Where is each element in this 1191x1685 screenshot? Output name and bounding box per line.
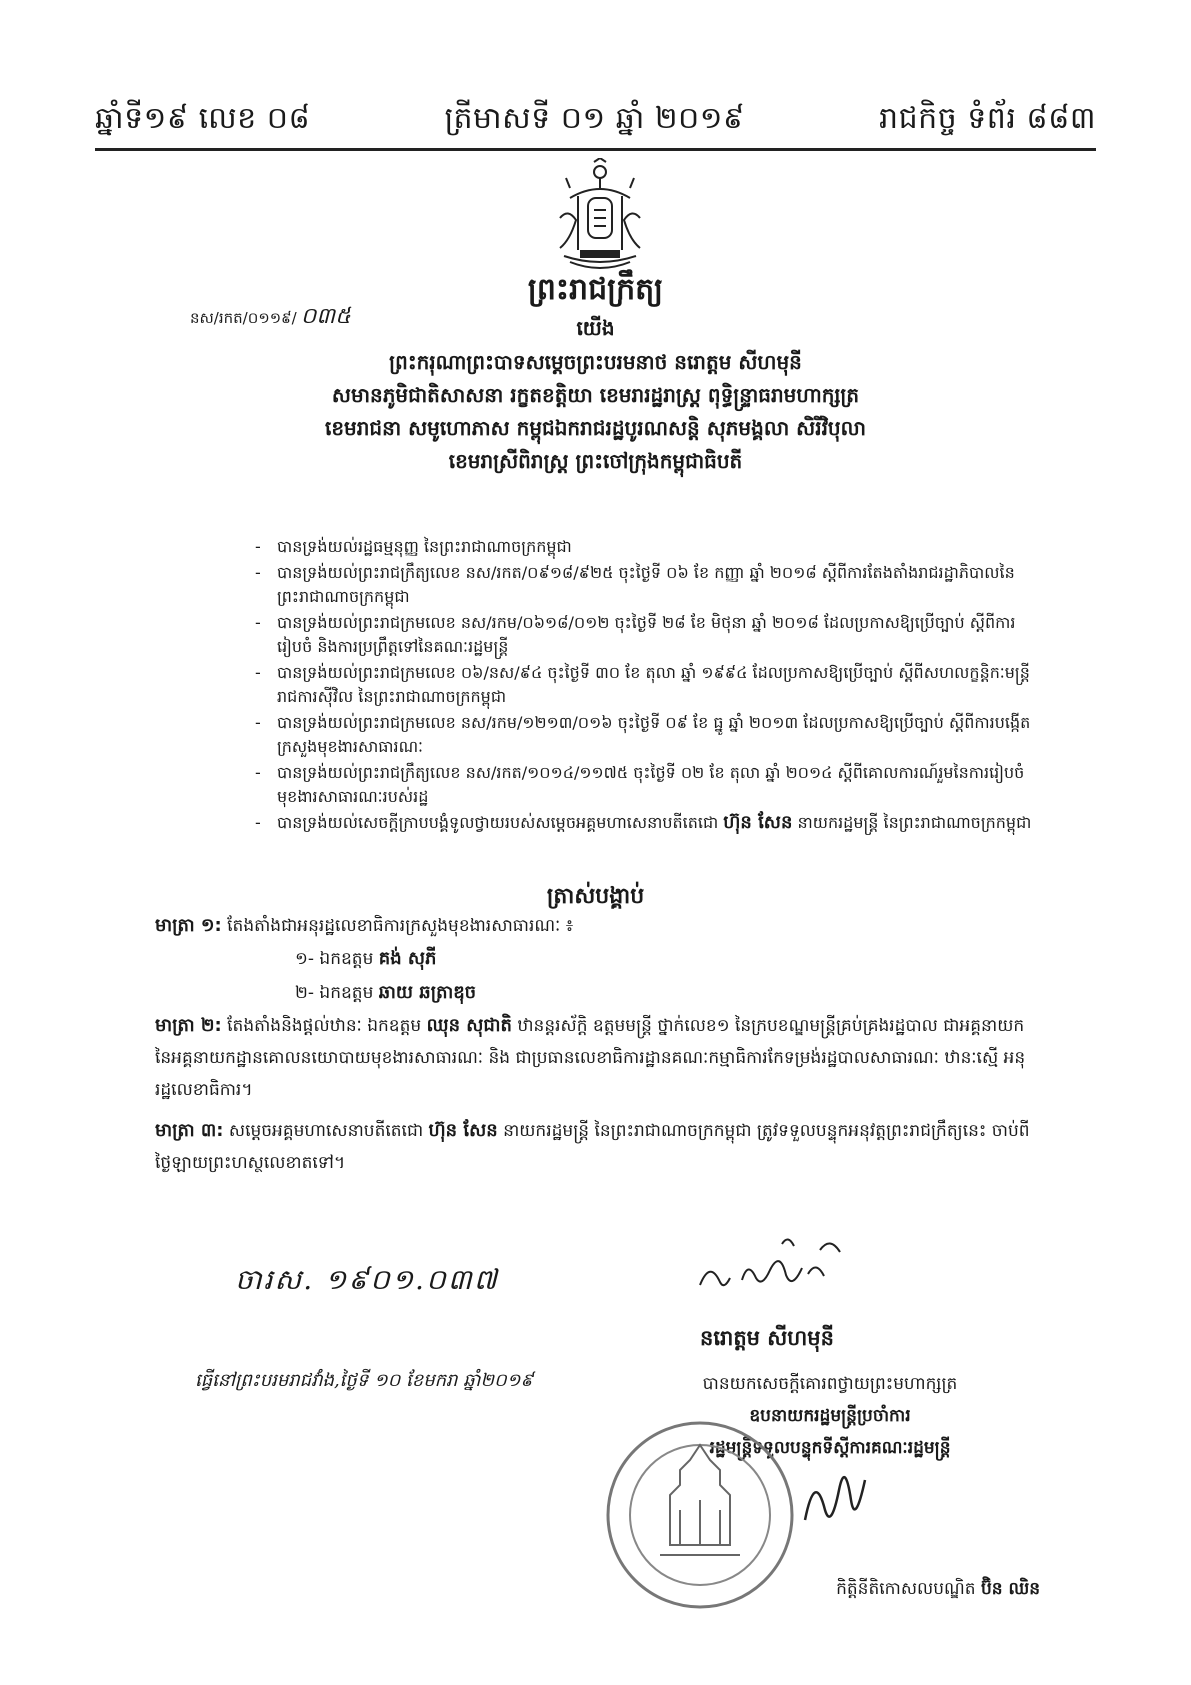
recital-item: - បានទ្រង់យល់ព្រះរាជក្រមលេខ នស/រកម/០៦១៨/០១២ ចុះថ្ងៃទី ២៨ ខែ មិថុនា ឆ្នាំ ២០១៨ ដែលប្រកាសឱ្យប្រើច្បាប់ ស្ដីពីការរៀបចំ និងការប្រព្រឹត្តទៅនៃគណៈរដ្ឋមន្ត្រី	[255, 613, 1016, 656]
appointee-1-name: គង់ សុភី	[378, 948, 437, 969]
article-2-name: ឈុន សុជាតិ	[426, 1015, 512, 1036]
article-1	[155, 910, 1035, 942]
secretary-name: ប៊ិន ឈិន	[980, 1579, 1040, 1599]
king-title-line: ខេមរាស្រីពិរាស្ត្រ ព្រះចៅក្រុងកម្ពុជាធិបតី	[448, 449, 743, 473]
article-2-label: មាត្រា ២:	[155, 1015, 222, 1036]
header-divider	[95, 148, 1096, 151]
recital-item: - បានទ្រង់យល់ព្រះរាជក្រមលេខ ០៦/នស/៩៤ ចុះថ្ងៃទី ៣០ ខែ តុលា ឆ្នាំ ១៩៩៤ ដែលប្រកាសឱ្យប្រើច្បាប់ ស្ដីពីសហលក្ខន្តិកៈមន្ត្រីរាជការស៊ីវិល នៃព្រះរាជាណាចក្រកម្ពុជា	[255, 663, 1030, 706]
place-and-date: ធ្វើនៅព្រះបរមរាជវាំង,ថ្ងៃទី ១០ ខែមករា ឆ្នាំ២០១៩	[195, 1370, 534, 1391]
article-3-label: មាត្រា ៣:	[155, 1120, 224, 1141]
recital-item: - បានទ្រង់យល់រដ្ឋធម្មនុញ្ញ នៃព្រះរាជាណាចក្រកម្ពុជា	[255, 537, 572, 556]
king-title-line: ខេមរាជនា សមូហោភាស កម្ពុជឯករាជរដ្ឋបូរណសន្តិ សុភមង្គលា សិរីវិបុលា	[324, 416, 867, 440]
decree-number-printed: នស/រកត/០១១៩/	[190, 309, 297, 327]
handwritten-reference: ចារស. ១៩០១.០៣៧	[235, 1263, 499, 1296]
appointee-2-name: ឆាយ ឆត្រាឌុច	[378, 982, 477, 1003]
recitals-list	[255, 535, 1045, 837]
deputy-pm-signature-icon	[795, 1450, 875, 1540]
royal-signature-icon	[690, 1230, 890, 1300]
article-1-text: តែងតាំងជាអនុរដ្ឋលេខាធិការក្រសួងមុខងារសាធារណៈ ៖	[227, 916, 574, 936]
appointee-2: ២- ឯកឧត្ដម ឆាយ ឆត្រាឌុច	[295, 982, 477, 1003]
decrees-heading: ត្រាស់បង្គាប់	[546, 884, 645, 909]
recital-item: - បានទ្រង់យល់សេចក្ដីក្រាបបង្គំទូលថ្វាយរបស់សម្ដេចអគ្គមហាសេនាបតីតេជោ ហ៊ុន សែន នាយករដ្ឋមន្ត្រី នៃព្រះរាជាណាចក្រកម្ពុជា	[255, 812, 1032, 833]
decree-number-handwritten: ០៣៥	[300, 304, 351, 329]
secretary-signer: កិត្តិនីតិកោសលបណ្ឌិត ប៊ិន ឈិន	[836, 1579, 1040, 1599]
king-name: នរោត្តម សីហមុនី	[700, 1326, 834, 1350]
decree-title: ព្រះរាជក្រឹត្យ	[527, 272, 664, 307]
gazette-page-number: រាជកិច្ច ទំព័រ ៨៨៣	[879, 101, 1096, 136]
king-title-line: ព្រះករុណាព្រះបាទសម្ដេចព្រះបរមនាថ នរោត្តម សីហមុនី	[389, 350, 802, 374]
article-1-label: មាត្រា ១:	[155, 915, 222, 936]
recital-item: - បានទ្រង់យល់ព្រះរាជក្រឹត្យលេខ នស/រកត/០៩១៨/៩២៥ ចុះថ្ងៃទី ០៦ ខែ កញ្ញា ឆ្នាំ ២០១៨ ស្ដីពីការតែងតាំងរាជរដ្ឋាភិបាលនៃព្រះរាជាណាចក្រកម្ពុជា	[255, 563, 1015, 606]
royal-coat-of-arms-icon	[540, 158, 660, 276]
king-title-block	[140, 346, 1051, 478]
we-heading: យើង	[576, 316, 615, 340]
article-3: មាត្រា ៣: សម្ដេចអគ្គមហាសេនាបតីតេជោ ហ៊ុន សែន នាយករដ្ឋមន្ត្រី នៃព្រះរាជាណាចក្រកម្ពុជា ត្រូវទទួលបន្ទុកអនុវត្តព្រះរាជក្រឹត្យនេះ ចាប់ពីថ្ងៃឡាយព្រះហស្ថលេខាតទៅ។	[155, 1120, 1030, 1173]
article-2: មាត្រា ២: តែងតាំងនិងផ្ដល់ឋានៈ ឯកឧត្ដម ឈុន សុជាតិ ឋានន្តរស័ក្តិ ឧត្តមមន្ត្រី ថ្នាក់លេខ១ នៃក្របខណ្ឌមន្ត្រីគ្រប់គ្រងរដ្ឋបាល ជាអគ្គនាយកនៃអគ្គនាយកដ្ឋានគោលនយោបាយមុខងារសាធារណៈ និង ជាប្រធានលេខាធិការដ្ឋានគណៈកម្មាធិការកែទម្រង់រដ្ឋបាលសាធារណៈ ឋានៈស្មើ អនុរដ្ឋលេខាធិការ។	[155, 1015, 1026, 1100]
prime-minister-name: ហ៊ុន សែន	[723, 812, 793, 833]
countersign-line-1: បានយកសេចក្ដីគោរពថ្វាយព្រះមហាក្សត្រ	[702, 1374, 958, 1394]
recital-item: - បានទ្រង់យល់ព្រះរាជក្រឹត្យលេខ នស/រកត/១០១៤/១១៧៥ ចុះថ្ងៃទី ០២ ខែ តុលា ឆ្នាំ ២០១៤ ស្ដីពីគោលការណ៍រួមនៃការរៀបចំមុខងារសាធារណៈរបស់រដ្ឋ	[255, 763, 1025, 806]
king-title-line: សមានភូមិជាតិសាសនា រក្ខតខត្តិយា ខេមរារដ្ឋរាស្ត្រ ពុទ្ធិន្ទ្រាធរាមហាក្សត្រ	[331, 383, 860, 407]
appointee-1: ១- ឯកឧត្ដម គង់ សុភី	[295, 948, 437, 969]
gazette-quarter: ត្រីមាសទី ០១ ឆ្នាំ ២០១៩	[444, 101, 745, 136]
article-3-name: ហ៊ុន សែន	[428, 1120, 498, 1141]
countersign-line-3: រដ្ឋមន្ត្រីទទួលបន្ទុកទីស្ដីការគណៈរដ្ឋមន្ត្រី	[709, 1438, 951, 1458]
gazette-header	[95, 96, 1096, 146]
gazette-year-issue: ឆ្នាំទី១៩ លេខ ០៨	[95, 101, 311, 136]
countersign-line-2: ឧបនាយករដ្ឋមន្ត្រីប្រចាំការ	[749, 1406, 911, 1426]
recital-item: - បានទ្រង់យល់ព្រះរាជក្រមលេខ នស/រកម/១២១៣/០១៦ ចុះថ្ងៃទី ០៩ ខែ ធ្នូ ឆ្នាំ ២០១៣ ដែលប្រកាសឱ្យប្រើច្បាប់ ស្ដីពីការបង្កើតក្រសួងមុខងារសាធារណៈ	[255, 713, 1031, 756]
